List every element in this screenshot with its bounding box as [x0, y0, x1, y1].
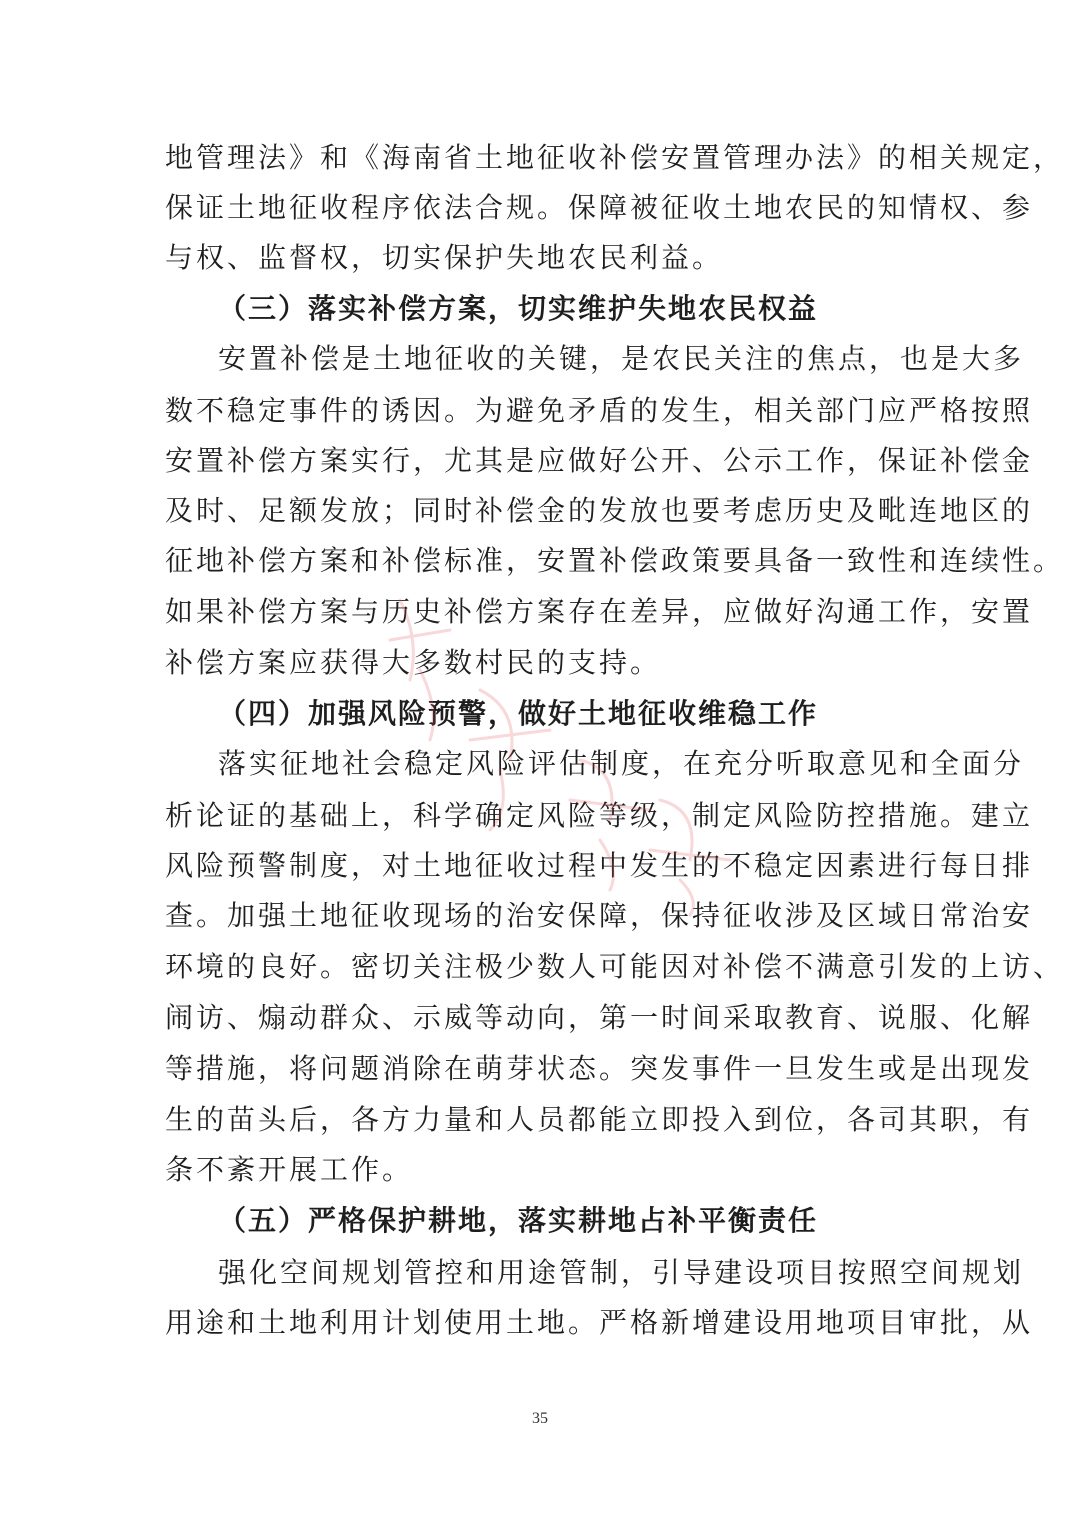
body-line: 补偿方案应获得大多数村民的支持。 [165, 646, 662, 679]
body-line: 征地补偿方案和补偿标准，安置补偿政策要具备一致性和连续性。 [165, 544, 1065, 577]
body-line: 安置补偿方案实行，尤其是应做好公开、公示工作，保证补偿金 [165, 444, 1034, 477]
body-line: 等措施，将问题消除在萌芽状态。突发事件一旦发生或是出现发 [165, 1052, 1034, 1085]
body-line: 强化空间规划管控和用途管制，引导建设项目按照空间规划 [218, 1256, 1025, 1289]
body-line: 地管理法》和《海南省土地征收补偿安置管理办法》的相关规定， [165, 141, 1065, 174]
body-line: 如果补偿方案与历史补偿方案存在差异，应做好沟通工作，安置 [165, 595, 1034, 628]
body-line: 及时、足额发放；同时补偿金的发放也要考虑历史及毗连地区的 [165, 494, 1034, 527]
body-line: 数不稳定事件的诱因。为避免矛盾的发生，相关部门应严格按照 [165, 394, 1034, 427]
body-line: 闹访、煽动群众、示威等动向，第一时间采取教育、说服、化解 [165, 1001, 1034, 1034]
body-line: 保证土地征收程序依法合规。保障被征收土地农民的知情权、参 [165, 191, 1034, 224]
section-heading-5: （五）严格保护耕地，落实耕地占补平衡责任 [218, 1204, 819, 1237]
body-line: 安置补偿是土地征收的关键，是农民关注的焦点，也是大多 [218, 342, 1025, 375]
section-heading-3: （三）落实补偿方案，切实维护失地农民权益 [218, 292, 819, 325]
section-heading-4: （四）加强风险预警，做好土地征收维稳工作 [218, 697, 819, 730]
body-line: 落实征地社会稳定风险评估制度，在充分听取意见和全面分 [218, 747, 1025, 780]
body-line: 与权、监督权，切实保护失地农民利益。 [165, 241, 724, 274]
body-line: 环境的良好。密切关注极少数人可能因对补偿不满意引发的上访、 [165, 950, 1065, 983]
body-line: 查。加强土地征收现场的治安保障，保持征收涉及区域日常治安 [165, 899, 1034, 932]
body-line: 生的苗头后，各方力量和人员都能立即投入到位，各司其职，有 [165, 1103, 1034, 1136]
body-line: 用途和土地利用计划使用土地。严格新增建设用地项目审批，从 [165, 1306, 1034, 1339]
body-line: 析论证的基础上，科学确定风险等级，制定风险防控措施。建立 [165, 799, 1034, 832]
body-line: 条不紊开展工作。 [165, 1153, 414, 1186]
body-line: 风险预警制度，对土地征收过程中发生的不稳定因素进行每日排 [165, 849, 1034, 882]
page-number: 35 [532, 1410, 548, 1427]
